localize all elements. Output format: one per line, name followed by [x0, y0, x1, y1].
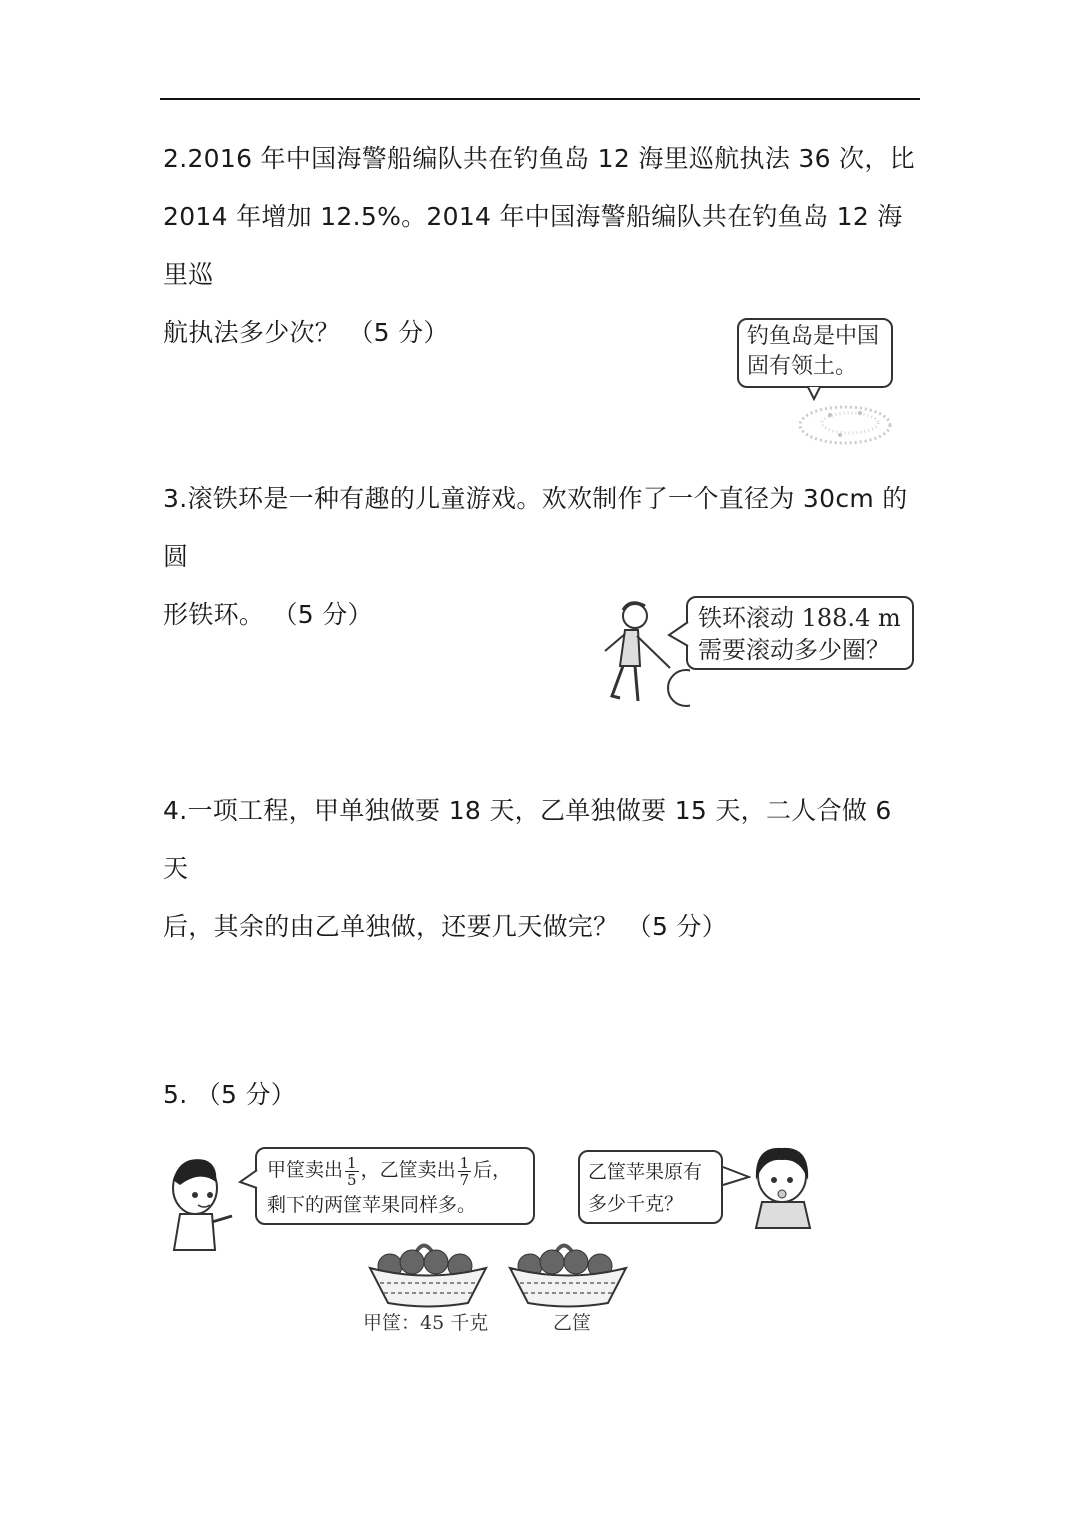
boy-bubble-line-2: 剩下的两筐苹果同样多。 — [267, 1193, 477, 1216]
text-segment: 后， — [473, 1159, 512, 1181]
question-4-line-1: 4.一项工程，甲单独做要 18 天，乙单独做要 15 天，二人合做 6 天 — [163, 796, 892, 883]
question-2-line-3: 航执法多少次？ （5 分） — [163, 318, 449, 347]
girl-character-icon — [748, 1140, 818, 1230]
bubble-tail-hoop — [666, 620, 690, 650]
bubble-line-2: 需要滚动多少圈？ — [698, 636, 890, 664]
question-5 — [163, 1066, 923, 1124]
basket-jia-label: 甲筐：45 千克 — [363, 1312, 489, 1334]
bubble-line-1: 钓鱼岛是中国 — [747, 324, 880, 349]
bubble-line-1: 铁环滚动 188.4 m — [698, 604, 901, 632]
text-segment: 甲筐卖出 — [267, 1159, 344, 1181]
question-3-line-2: 形铁环。 （5 分） — [163, 600, 373, 629]
fraction-one-fifth: $\frac{1}{5}$ — [347, 1153, 357, 1189]
top-rule — [160, 98, 920, 100]
girl-bubble-line-1: 乙筐苹果原有 — [588, 1161, 703, 1183]
question-5-line-1: 5. （5 分） — [163, 1080, 297, 1109]
bubble-tail-boy — [238, 1168, 258, 1192]
question-4-line-2: 后，其余的由乙单独做，还要几天做完？ （5 分） — [163, 912, 728, 941]
boy-rolling-hoop-icon — [590, 596, 690, 716]
boy-character-icon — [160, 1150, 240, 1260]
diaoyu-island-map-icon — [790, 385, 920, 460]
bubble-line-2: 固有领土。 — [747, 354, 858, 379]
speech-bubble-diaoyu — [737, 318, 893, 388]
basket-yi-label: 乙筐 — [553, 1312, 592, 1334]
text-segment: ，乙筐卖出 — [360, 1159, 456, 1181]
bubble-tail-girl — [721, 1165, 751, 1189]
boy-bubble-line-1 — [267, 1153, 533, 1188]
question-2-line-1: 2.2016 年中国海警船编队共在钓鱼岛 12 海里巡航执法 36 次，比 — [163, 144, 915, 173]
question-4 — [163, 782, 923, 956]
speech-bubble-hoop — [686, 596, 914, 670]
fraction-one-seventh: $\frac{1}{7}$ — [459, 1153, 470, 1189]
speech-bubble-girl — [578, 1150, 723, 1224]
girl-bubble-line-2: 多少千克？ — [588, 1193, 684, 1215]
basket-yi-icon — [508, 1228, 628, 1308]
basket-jia-icon — [368, 1228, 488, 1308]
speech-bubble-boy — [255, 1147, 535, 1225]
question-3-line-1: 3.滚铁环是一种有趣的儿童游戏。欢欢制作了一个直径为 30cm 的圆 — [163, 484, 908, 571]
question-2-line-2: 2014 年增加 12.5%。2014 年中国海警船编队共在钓鱼岛 12 海里巡 — [163, 202, 903, 289]
